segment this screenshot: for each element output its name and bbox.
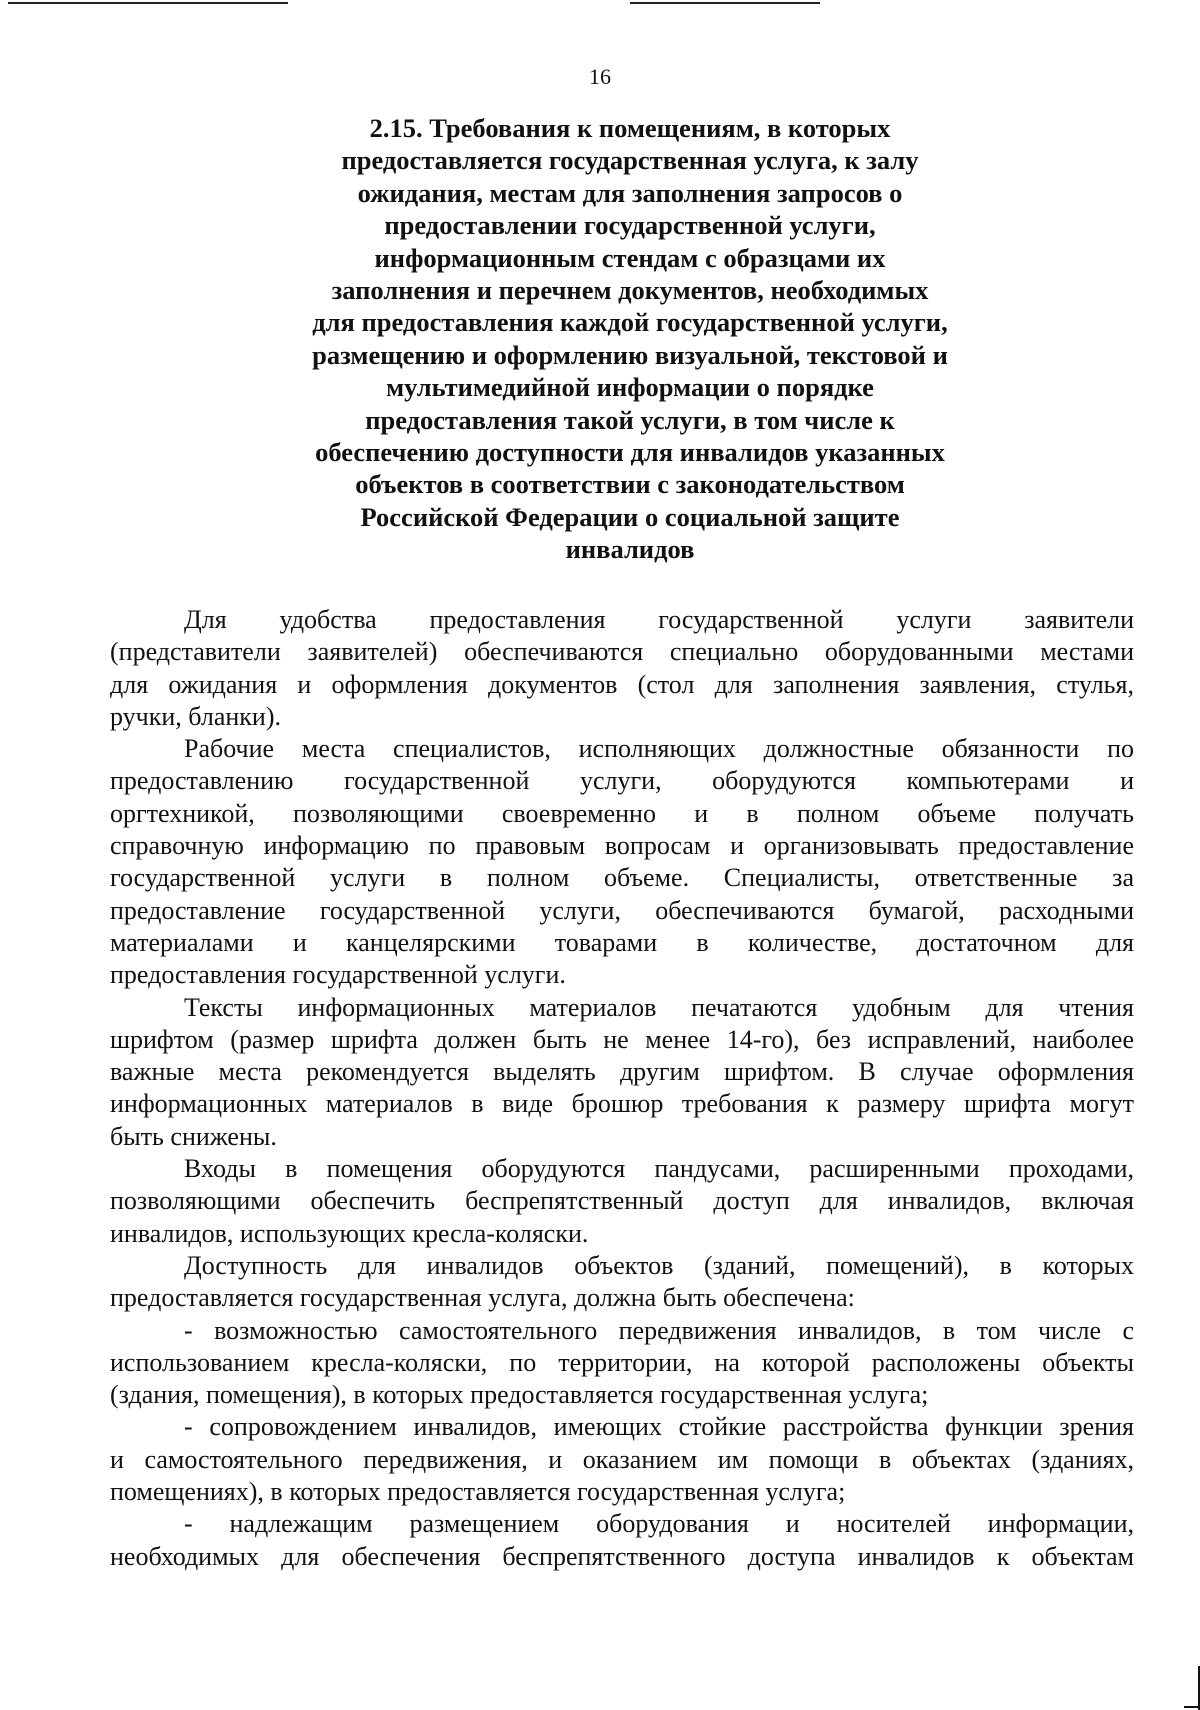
heading-line: заполнения и перечнем документов, необходимых — [331, 275, 929, 306]
text-line: предоставляется государственная услуга, должна быть обеспечена: — [110, 1283, 855, 1313]
heading-line: объектов в соответствии с законодательством — [355, 469, 905, 500]
paragraph — [110, 604, 1134, 733]
document-body — [110, 604, 1134, 1573]
text-line: необходимых для обеспечения беспрепятственного доступа инвалидов к объектам — [110, 1541, 1134, 1571]
text-line: Для удобства предоставления государственной услуги заявители — [184, 605, 1134, 634]
text-line: Доступность для инвалидов объектов (зданий, помещений), в которых — [184, 1250, 1134, 1280]
text-line: помещениях), в которых предоставляется государственная услуга; — [110, 1477, 846, 1507]
text-line: Рабочие места специалистов, исполняющих должностные обязанности по — [184, 734, 1134, 764]
paragraph — [110, 1315, 1134, 1412]
text-line: использованием кресла-коляски, по территории, на которой расположены объекты — [110, 1347, 1134, 1377]
text-line: предоставлению государственной услуги, оборудуются компьютерами и — [110, 766, 1134, 796]
scan-artifact-line — [8, 2, 288, 4]
heading-line: предоставляется государственная услуга, к залу — [341, 145, 919, 176]
text-line: - возможностью самостоятельного передвижения инвалидов, в том числе с — [184, 1315, 1134, 1345]
paragraph — [110, 1153, 1134, 1250]
text-line: (здания, помещения), в которых предоставляется государственная услуга; — [110, 1380, 929, 1410]
paragraph — [110, 1250, 1134, 1315]
heading-line: размещению и оформлению визуальной, текстовой и — [312, 339, 948, 370]
paragraph — [110, 1411, 1134, 1508]
page-number: 16 — [589, 64, 611, 89]
text-line: Входы в помещения оборудуются пандусами, расширенными проходами, — [184, 1154, 1134, 1184]
heading-line: обеспечению доступности для инвалидов указанных — [315, 437, 945, 468]
paragraph — [110, 992, 1134, 1153]
heading-line: для предоставления каждой государственной услуги, — [312, 307, 948, 338]
text-line: позволяющими обеспечить беспрепятственный доступ для инвалидов, включая — [110, 1186, 1134, 1216]
heading-line: 2.15. Требования к помещениям, в которых — [369, 113, 891, 143]
text-line: - сопровождением инвалидов, имеющих стойкие расстройства функции зрения — [184, 1412, 1134, 1442]
text-line: шрифтом (размер шрифта должен быть не менее 14-го), без исправлений, наиболее — [110, 1024, 1134, 1054]
text-line: ручки, бланки). — [110, 701, 281, 731]
heading-line: инвалидов — [565, 534, 695, 565]
text-line: для ожидания и оформления документов (стол для заполнения заявления, стулья, — [110, 669, 1134, 699]
text-line: государственной услуги в полном объеме. Специалисты, ответственные за — [110, 863, 1134, 893]
heading-line: Российской Федерации о социальной защите — [360, 501, 900, 532]
paragraph — [110, 1508, 1134, 1573]
text-line: - надлежащим размещением оборудования и носителей информации, — [184, 1509, 1134, 1539]
scan-corner-mark — [1184, 1706, 1200, 1708]
text-line: предоставления государственной услуги. — [110, 960, 566, 990]
heading-line: предоставления такой услуги, в том числе к — [365, 404, 895, 435]
paragraph — [110, 733, 1134, 991]
text-line: справочную информацию по правовым вопросам и организовывать предоставление — [110, 831, 1134, 861]
heading-line: ожидания, местам для заполнения запросов о — [357, 177, 903, 208]
heading-line: информационным стендам с образцами их — [374, 242, 886, 273]
section-heading — [270, 112, 990, 566]
text-line: оргтехникой, позволяющими своевременно и в полном объеме получать — [110, 798, 1134, 828]
text-line: информационных материалов в виде брошюр требования к размеру шрифта могут — [110, 1089, 1134, 1119]
heading-line: предоставлении государственной услуги, — [384, 210, 876, 241]
text-line: быть снижены. — [110, 1121, 277, 1151]
scan-artifact-line — [630, 2, 820, 4]
text-line: и самостоятельного передвижения, и оказанием им помощи в объектах (зданиях, — [110, 1444, 1134, 1474]
text-line: важные места рекомендуется выделять другим шрифтом. В случае оформления — [110, 1057, 1134, 1087]
text-line: инвалидов, использующих кресла-коляски. — [110, 1218, 589, 1248]
text-line: (представители заявителей) обеспечиваются специально оборудованными местами — [110, 637, 1134, 667]
text-line: материалами и канцелярскими товарами в количестве, достаточном для — [110, 927, 1134, 957]
text-line: Тексты информационных материалов печатаются удобным для чтения — [184, 992, 1134, 1022]
heading-line: мультимедийной информации о порядке — [386, 372, 874, 403]
text-line: предоставление государственной услуги, обеспечиваются бумагой, расходными — [110, 895, 1134, 925]
